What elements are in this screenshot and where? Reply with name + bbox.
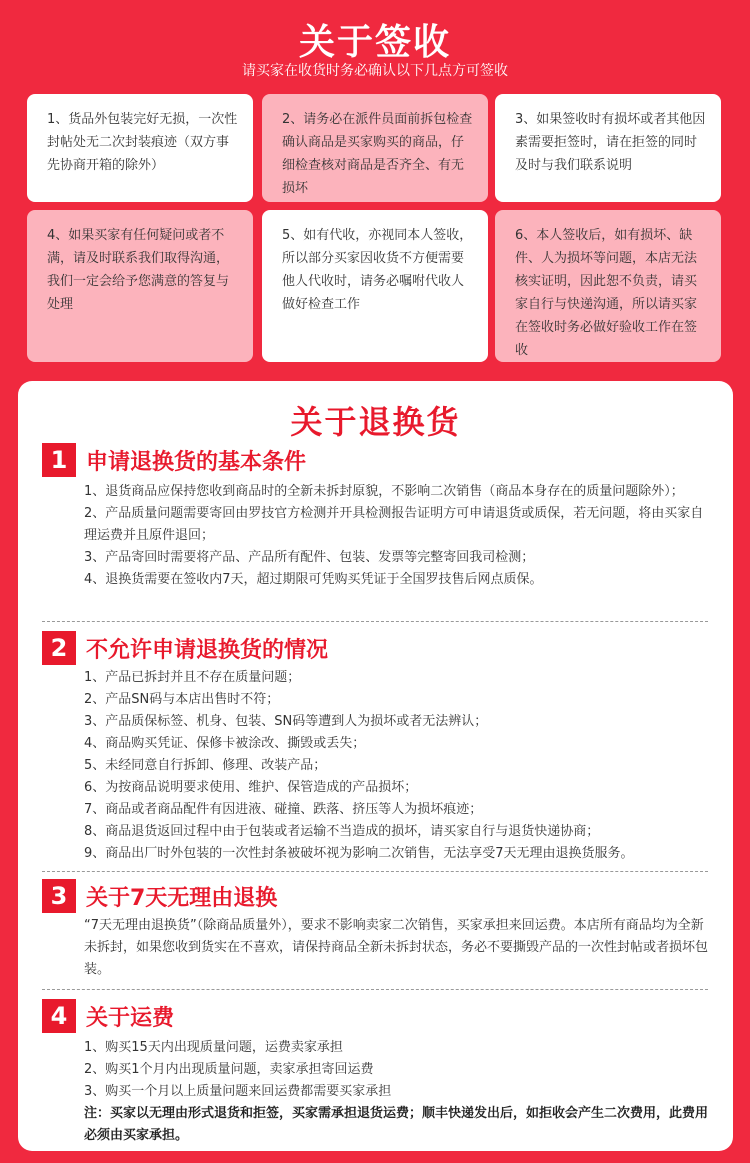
section-3-body — [84, 915, 714, 981]
list-item: 7、商品或者商品配件有因进液、碰撞、跌落、挤压等人为损坏痕迹； — [84, 802, 483, 817]
list-item: 4、商品购买凭证、保修卡被涂改、撕毁或丢失； — [84, 736, 366, 751]
section-title: 关于7天无理由退换 — [86, 885, 278, 911]
shipping-note: 注：买家以无理由形式退货和拒签，买家需承担退货运费；顺丰快递发出后，如拒收会产生二次费用，此费用必须由买家承担。 — [84, 1106, 709, 1143]
sign-title: 关于签收 — [298, 22, 451, 63]
section-title: 关于运费 — [86, 1005, 175, 1031]
section-1-body — [84, 481, 704, 591]
list-item: 8、商品退货返回过程中由于包装或者运输不当造成的损坏，请买家自行与退货快递协商； — [84, 824, 600, 839]
divider — [42, 989, 708, 990]
divider — [42, 621, 708, 622]
section-3-header — [42, 879, 277, 913]
returns-title: 关于退换货 — [290, 403, 461, 441]
sign-cards — [27, 94, 723, 364]
section-2-body — [84, 667, 704, 865]
section-number: 1 — [42, 443, 76, 477]
list-item: 5、未经同意自行拆卸、修理、改装产品； — [84, 758, 327, 773]
section-1-header — [42, 443, 306, 477]
paragraph: “7天无理由退换货”（除商品质量外），要求不影响卖家二次销售，买家承担来回运费。本店所有商品均为全新未拆封，如果您收到货实在不喜欢，请保持商品全新未拆封状态，务必不要撕毁产品的一次性封帖或者损坏包装。 — [84, 918, 709, 977]
list-item: 4、退换货需要在签收内7天，超过期限可凭购买凭证于全国罗技售后网点质保。 — [84, 572, 543, 587]
list-item: 1、购买15天内出现质量问题，运费卖家承担 — [84, 1040, 343, 1055]
list-item: 9、商品出厂时外包装的一次性封条被破坏视为影响二次销售，无法享受7天无理由退换货服务。 — [84, 846, 634, 861]
list-item: 3、产品质保标签、机身、包装、SN码等遭到人为损坏或者无法辨认； — [84, 714, 488, 729]
sign-subtitle: 请买家在收货时务必确认以下几点方可签收 — [242, 63, 508, 79]
sign-card-1: 1、货品外包装完好无损，一次性封帖处无二次封装痕迹（双方事先协商开箱的除外） — [27, 94, 253, 202]
sign-card-3: 3、如果签收时有损坏或者其他因素需要拒签时，请在拒签的同时及时与我们联系说明 — [495, 94, 721, 202]
list-item: 2、购买1个月内出现质量问题，卖家承担寄回运费 — [84, 1062, 374, 1077]
sign-card-5: 5、如有代收，亦视同本人签收，所以部分买家因收货不方便需要他人代收时，请务必嘱咐代收人做好检查工作 — [262, 210, 488, 362]
list-item: 6、为按商品说明要求使用、维护、保管造成的产品损坏； — [84, 780, 418, 795]
list-item: 1、退货商品应保持您收到商品时的全新未拆封原貌，不影响二次销售（商品本身存在的质量问题除外）； — [84, 484, 684, 499]
section-title: 不允许申请退换货的情况 — [86, 637, 329, 663]
list-item: 3、购买一个月以上质量问题来回运费都需要买家承担 — [84, 1084, 392, 1099]
section-number: 2 — [42, 631, 76, 665]
section-number: 4 — [42, 999, 76, 1033]
list-item: 2、产品质量问题需要寄回由罗技官方检测并开具检测报告证明方可申请退货或质保，若无问题，将由买家自理运费并且原件退回； — [84, 506, 704, 543]
sign-card-2: 2、请务必在派件员面前拆包检查确认商品是买家购买的商品，仔细检查核对商品是否齐全、有无损坏 — [262, 94, 488, 202]
list-item: 2、产品SN码与本店出售时不符； — [84, 692, 280, 707]
section-2-header — [42, 631, 328, 665]
section-number: 3 — [42, 879, 76, 913]
section-title: 申请退换货的基本条件 — [86, 449, 307, 475]
returns-panel — [18, 381, 733, 1151]
sign-card-4: 4、如果买家有任何疑问或者不满，请及时联系我们取得沟通，我们一定会给予您满意的答复与处理 — [27, 210, 253, 362]
list-item: 1、产品已拆封并且不存在质量问题； — [84, 670, 301, 685]
section-4-body — [84, 1037, 704, 1103]
section-4-header — [42, 999, 174, 1033]
list-item: 3、产品寄回时需要将产品、产品所有配件、包装、发票等完整寄回我司检测； — [84, 550, 535, 565]
sign-card-6: 6、本人签收后，如有损坏、缺件、人为损坏等问题，本店无法核实证明，因此恕不负责，请买家自行与快递沟通，所以请买家在签收时务必做好验收工作在签收 — [495, 210, 721, 362]
divider — [42, 871, 708, 872]
